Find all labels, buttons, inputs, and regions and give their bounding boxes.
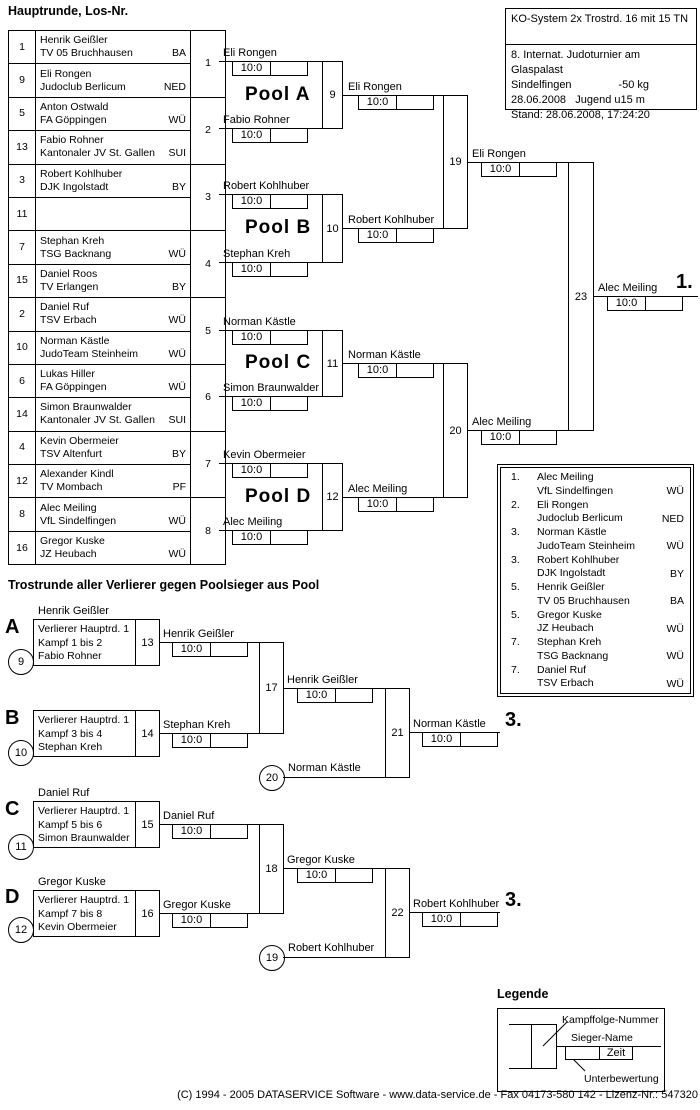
entrant-club: JZ Heubach [40, 548, 97, 561]
time-cell [211, 914, 247, 927]
entrant-region: SUI [168, 147, 186, 160]
entrant-region: WÜ [168, 247, 186, 260]
winner-name: Henrik Geißler [287, 674, 358, 686]
entrant-name: Alec Meiling [40, 501, 97, 514]
result-rank: 3. [511, 553, 520, 566]
result-region: BY [669, 567, 684, 580]
score-box [422, 732, 498, 747]
pool-label: Pool B [245, 217, 312, 238]
pair-number: 5 [191, 298, 226, 365]
winner-name: Stephan Kreh [163, 719, 231, 731]
pair-number: 7 [191, 431, 226, 498]
score-value: 10:0 [298, 689, 336, 702]
score-box [172, 642, 248, 657]
match-number-box: 13 [135, 619, 160, 666]
result-row [501, 636, 690, 664]
entrant-name: Robert Kohlhuber [40, 167, 123, 180]
entrant-region: WÜ [168, 314, 186, 327]
winner-name: Eli Rongen [223, 47, 277, 59]
result-club: Judoclub Berlicum [537, 512, 623, 524]
pair-number: 8 [191, 498, 226, 565]
lot-number: 15 [9, 264, 36, 297]
result-rank: 7. [511, 636, 520, 648]
winner-name: Henrik Geißler [163, 628, 234, 640]
lot-number: 16 [9, 531, 36, 564]
pair-number: 1 [191, 31, 226, 98]
match-number-box: 10 [322, 194, 343, 263]
time-cell [271, 531, 307, 544]
entrant-club: DJK Ingolstadt [40, 180, 109, 193]
match-number-box: 14 [135, 710, 160, 757]
score-box [172, 824, 248, 839]
group-letter: C [5, 798, 20, 820]
entrant-region: WÜ [168, 514, 186, 527]
source-match-circle: 11 [8, 834, 34, 860]
entrant-club: TSV Erbach [40, 314, 97, 327]
legend-match-no-label: Kampffolge-Nummer [562, 1014, 659, 1026]
lot-number: 9 [9, 64, 36, 97]
entrant-name: Lukas Hiller [40, 368, 95, 381]
winner-name: Fabio Rohner [223, 114, 290, 126]
score-value: 10:0 [359, 498, 397, 511]
entrant-name: Simon Braunwalder [40, 401, 132, 414]
result-rank: 3. [511, 526, 520, 538]
legend-box [497, 1008, 665, 1092]
time-cell [397, 229, 433, 242]
winner-name: Norman Kästle [223, 316, 296, 328]
winner-name: Eli Rongen [472, 148, 526, 160]
match-number-box: 23 [568, 162, 594, 431]
result-row [501, 664, 690, 692]
entrant-row [9, 431, 226, 464]
bracket-line [283, 777, 385, 778]
lot-number: 7 [9, 231, 36, 264]
time-cell [336, 869, 372, 882]
entrant-club: TV Mombach [40, 481, 103, 494]
score-value: 10:0 [233, 397, 271, 410]
entrant-row [9, 164, 226, 197]
time-cell [520, 431, 556, 444]
entrant-name: Stephan Kreh [40, 234, 105, 247]
score-box [358, 497, 434, 512]
result-row [501, 499, 690, 527]
result-row [501, 471, 690, 499]
seed-name: Gregor Kuske [38, 876, 106, 888]
entrant-region: WÜ [168, 113, 186, 126]
score-value: 10:0 [173, 734, 211, 747]
entry-name: Norman Kästle [288, 762, 361, 774]
score-value: 10:0 [233, 195, 271, 208]
entrant-region: NED [163, 80, 186, 93]
match-number-box: 18 [259, 824, 284, 914]
result-club: JudoTeam Steinheim [537, 539, 636, 552]
entrant-name: Eli Rongen [40, 67, 92, 80]
info-date-agegroup: 28.06.2008 Jugend u15 m [511, 94, 645, 106]
match-number-box: 20 [443, 363, 468, 498]
result-rank: 1. [511, 471, 520, 483]
time-cell [397, 364, 433, 377]
winner-name: Alec Meiling [472, 416, 532, 428]
pair-number: 3 [191, 164, 226, 231]
entrant-name: Daniel Ruf [40, 301, 90, 314]
entrant-region: WÜ [168, 548, 186, 561]
entrant-name: Anton Ostwald [40, 100, 109, 113]
score-value: 10:0 [233, 464, 271, 477]
time-cell [271, 62, 307, 75]
source-match-circle: 20 [259, 765, 285, 791]
result-name: Alec Meiling [537, 471, 594, 483]
seed-name: Daniel Ruf [38, 787, 90, 799]
match-number-box: 15 [135, 801, 160, 848]
result-region: WÜ [666, 677, 684, 690]
result-name: Eli Rongen [537, 498, 589, 511]
score-box [422, 912, 498, 927]
winner-name: Stephan Kreh [223, 248, 291, 260]
score-value: 10:0 [233, 62, 271, 75]
info-event [506, 45, 696, 126]
score-box [358, 363, 434, 378]
score-box [297, 688, 373, 703]
score-box [172, 913, 248, 928]
winner-name: Eli Rongen [348, 81, 402, 93]
entrant-region: BY [171, 447, 186, 460]
loser-description-box: Verlierer Hauptrd. 1 Kampf 5 bis 6 Simon Braunwalder [33, 801, 136, 848]
time-cell [271, 129, 307, 142]
entrant-row [9, 364, 226, 397]
entrant-name: Kevin Obermeier [40, 434, 119, 447]
time-cell [271, 263, 307, 276]
score-value: 10:0 [298, 869, 336, 882]
entrant-row [9, 97, 226, 130]
seed-name: Henrik Geißler [38, 605, 109, 617]
entrant-row [9, 298, 226, 331]
result-region: WÜ [666, 485, 684, 497]
entrant-region: PF [172, 481, 186, 494]
winner-name: Robert Kohlhuber [223, 180, 310, 192]
score-value: 10:0 [423, 913, 461, 926]
pool-label: Pool A [245, 84, 311, 105]
result-row [501, 609, 690, 637]
group-letter: D [5, 886, 20, 908]
match-number-box: 17 [259, 642, 284, 734]
match-number-box: 22 [385, 868, 410, 958]
entrant-club: FA Göppingen [40, 113, 107, 126]
winner-name: Daniel Ruf [163, 810, 215, 822]
result-name: Daniel Ruf [537, 663, 587, 676]
score-value: 10:0 [482, 431, 520, 444]
winner-name: Norman Kästle [348, 349, 421, 361]
info-weight-class: -50 kg [618, 79, 649, 91]
entrant-row [9, 31, 226, 64]
time-cell [397, 96, 433, 109]
time-cell [211, 825, 247, 838]
winner-name: Alec Meiling [223, 516, 283, 528]
entrant-name: Daniel Roos [40, 267, 98, 280]
entrant-region: WÜ [168, 347, 186, 360]
match-number-box: 16 [135, 890, 160, 937]
winner-name: Alec Meiling [348, 483, 408, 495]
score-box [232, 463, 308, 478]
page-title: Hauptrunde, Los-Nr. [8, 4, 129, 18]
time-cell [461, 733, 497, 746]
time-cell [271, 464, 307, 477]
lot-number: 12 [9, 465, 36, 498]
lot-number: 8 [9, 498, 36, 531]
pair-number: 2 [191, 97, 226, 164]
lot-number: 3 [9, 164, 36, 197]
entrant-row [9, 498, 226, 531]
match-number-box: 11 [322, 330, 343, 397]
score-box [172, 733, 248, 748]
score-box [232, 262, 308, 277]
group-letter: A [5, 616, 20, 638]
winner-name: Simon Braunwalder [223, 382, 319, 394]
place-3-label: 3. [505, 709, 522, 731]
entrants-table [8, 30, 226, 565]
score-box [358, 228, 434, 243]
info-stand: Stand: 28.06.2008, 17:24:20 [511, 109, 650, 121]
entrant-name: Henrik Geißler [40, 34, 108, 47]
place-1-label: 1. [676, 271, 693, 293]
lot-number: 1 [9, 31, 36, 64]
entrant-region: BY [171, 280, 186, 293]
entrant-club: TV 05 Bruchhausen [40, 47, 133, 60]
result-name: Robert Kohlhuber [537, 553, 620, 566]
score-value: 10:0 [482, 163, 520, 176]
results-box [497, 464, 694, 697]
match-number-box: 9 [322, 61, 343, 129]
result-rank: 2. [511, 498, 520, 511]
score-box [481, 162, 557, 177]
entrant-club: TSG Backnang [40, 247, 112, 260]
pair-number: 4 [191, 231, 226, 298]
result-rank: 5. [511, 608, 520, 621]
entrant-club: VfL Sindelfingen [40, 514, 117, 527]
legend-time-label: Zeit [606, 1047, 626, 1059]
score-value: 10:0 [233, 531, 271, 544]
time-cell [397, 498, 433, 511]
score-box [232, 330, 308, 345]
entrant-region: BY [171, 180, 186, 193]
score-value: 10:0 [359, 229, 397, 242]
result-row [501, 526, 690, 554]
time-cell [461, 913, 497, 926]
winner-name: Kevin Obermeier [223, 449, 306, 461]
result-club: VfL Sindelfingen [537, 484, 614, 497]
entrant-club: Kantonaler JV St. Gallen [40, 414, 155, 427]
legend-sub-cell [566, 1047, 600, 1059]
winner-name: Robert Kohlhuber [413, 898, 500, 910]
result-row [501, 554, 690, 582]
result-row [501, 581, 690, 609]
result-region: NED [661, 512, 684, 525]
entrant-row [9, 231, 226, 264]
place-3-label: 3. [505, 889, 522, 911]
score-box [358, 95, 434, 110]
score-value: 10:0 [173, 914, 211, 927]
loser-description-box: Verlierer Hauptrd. 1 Kampf 7 bis 8 Kevin Obermeier [33, 890, 136, 937]
source-match-circle: 19 [259, 945, 285, 971]
result-club: JZ Heubach [537, 622, 594, 634]
lot-number: 11 [9, 197, 36, 230]
entrant-region: WÜ [168, 381, 186, 394]
result-region: WÜ [666, 650, 684, 662]
source-match-circle: 10 [8, 740, 34, 766]
info-box [505, 8, 697, 121]
score-value: 10:0 [173, 643, 211, 656]
legend-title: Legende [497, 987, 549, 1001]
entrant-club: FA Göppingen [40, 381, 107, 394]
time-cell [271, 195, 307, 208]
score-value: 10:0 [173, 825, 211, 838]
match-number-box: 19 [443, 95, 468, 229]
result-club: TSV Erbach [537, 677, 594, 689]
result-rank: 7. [511, 663, 520, 676]
time-cell [271, 397, 307, 410]
score-box [232, 530, 308, 545]
source-match-circle: 12 [8, 917, 34, 943]
result-club: DJK Ingolstadt [537, 567, 606, 579]
time-cell [271, 331, 307, 344]
score-value: 10:0 [423, 733, 461, 746]
entrant-region: BA [171, 47, 186, 60]
pool-label: Pool D [245, 486, 312, 507]
lot-number: 13 [9, 131, 36, 164]
legend-winner-label: Sieger-Name [571, 1032, 633, 1044]
match-number-box: 21 [385, 688, 410, 778]
bracket-line [283, 957, 385, 958]
lot-number: 10 [9, 331, 36, 364]
entrant-club: JudoTeam Steinheim [40, 347, 139, 360]
time-cell [336, 689, 372, 702]
score-box [232, 61, 308, 76]
lot-number: 4 [9, 431, 36, 464]
entrant-region: SUI [168, 414, 186, 427]
score-value: 10:0 [359, 364, 397, 377]
entrant-club: Kantonaler JV St. Gallen [40, 147, 155, 160]
result-region: WÜ [666, 622, 684, 635]
group-letter: B [5, 707, 20, 729]
score-box [232, 194, 308, 209]
entry-name: Robert Kohlhuber [288, 942, 375, 954]
legend-sub-label: Unterbewertung [584, 1073, 659, 1085]
entrant-name: Alexander Kindl [40, 468, 114, 481]
time-cell [646, 297, 682, 310]
result-region: BA [669, 595, 684, 607]
score-box [607, 296, 683, 311]
footer-copyright: (C) 1994 - 2005 DATASERVICE Software - www.data-service.de - Fax 04173-580 142 - Lizenz-Nr.: 547320 [177, 1089, 698, 1101]
entrant-club: TSV Altenfurt [40, 447, 102, 460]
time-cell [211, 643, 247, 656]
lot-number: 5 [9, 97, 36, 130]
entrant-club: TV Erlangen [40, 280, 99, 293]
entrant-club: Judoclub Berlicum [40, 80, 126, 93]
result-name: Norman Kästle [537, 526, 607, 538]
winner-name: Norman Kästle [413, 718, 486, 730]
score-value: 10:0 [233, 263, 271, 276]
lot-number: 14 [9, 398, 36, 431]
info-event-title: 8. Internat. Judoturnier am Glaspalast [511, 49, 641, 76]
winner-name: Robert Kohlhuber [348, 214, 435, 226]
result-rank: 5. [511, 581, 520, 593]
result-name: Gregor Kuske [537, 608, 602, 621]
loser-description-box: Verlierer Hauptrd. 1 Kampf 3 bis 4 Stephan Kreh [33, 710, 136, 757]
match-number-box: 12 [322, 463, 343, 531]
result-name: Stephan Kreh [537, 636, 602, 648]
entrant-name: Fabio Rohner [40, 134, 104, 147]
winner-name: Gregor Kuske [163, 899, 231, 911]
info-event-line2 [511, 78, 691, 93]
lot-number: 2 [9, 298, 36, 331]
score-box [232, 396, 308, 411]
result-region: WÜ [666, 540, 684, 552]
entrant-name: Gregor Kuske [40, 535, 105, 548]
result-name: Henrik Geißler [537, 581, 605, 593]
result-club: TV 05 Bruchhausen [537, 594, 630, 607]
result-club: TSG Backnang [537, 649, 609, 662]
score-value: 10:0 [359, 96, 397, 109]
pool-label: Pool C [245, 352, 312, 373]
info-system: KO-System 2x Trostrd. 16 mit 15 TN [506, 9, 696, 45]
time-cell [211, 734, 247, 747]
winner-name: Alec Meiling [598, 282, 658, 294]
pair-number: 6 [191, 364, 226, 431]
winner-name: Gregor Kuske [287, 854, 355, 866]
legend-score-box [565, 1046, 633, 1060]
score-box [232, 128, 308, 143]
score-value: 10:0 [233, 129, 271, 142]
time-cell [520, 163, 556, 176]
source-match-circle: 9 [8, 649, 34, 675]
score-value: 10:0 [608, 297, 646, 310]
lot-number: 6 [9, 364, 36, 397]
info-city: Sindelfingen [511, 79, 572, 91]
score-box [481, 430, 557, 445]
entrant-name: Norman Kästle [40, 334, 110, 347]
score-box [297, 868, 373, 883]
loser-description-box: Verlierer Hauptrd. 1 Kampf 1 bis 2 Fabio Rohner [33, 619, 136, 666]
consolation-title: Trostrunde aller Verlierer gegen Poolsieger aus Pool [8, 578, 320, 592]
score-value: 10:0 [233, 331, 271, 344]
